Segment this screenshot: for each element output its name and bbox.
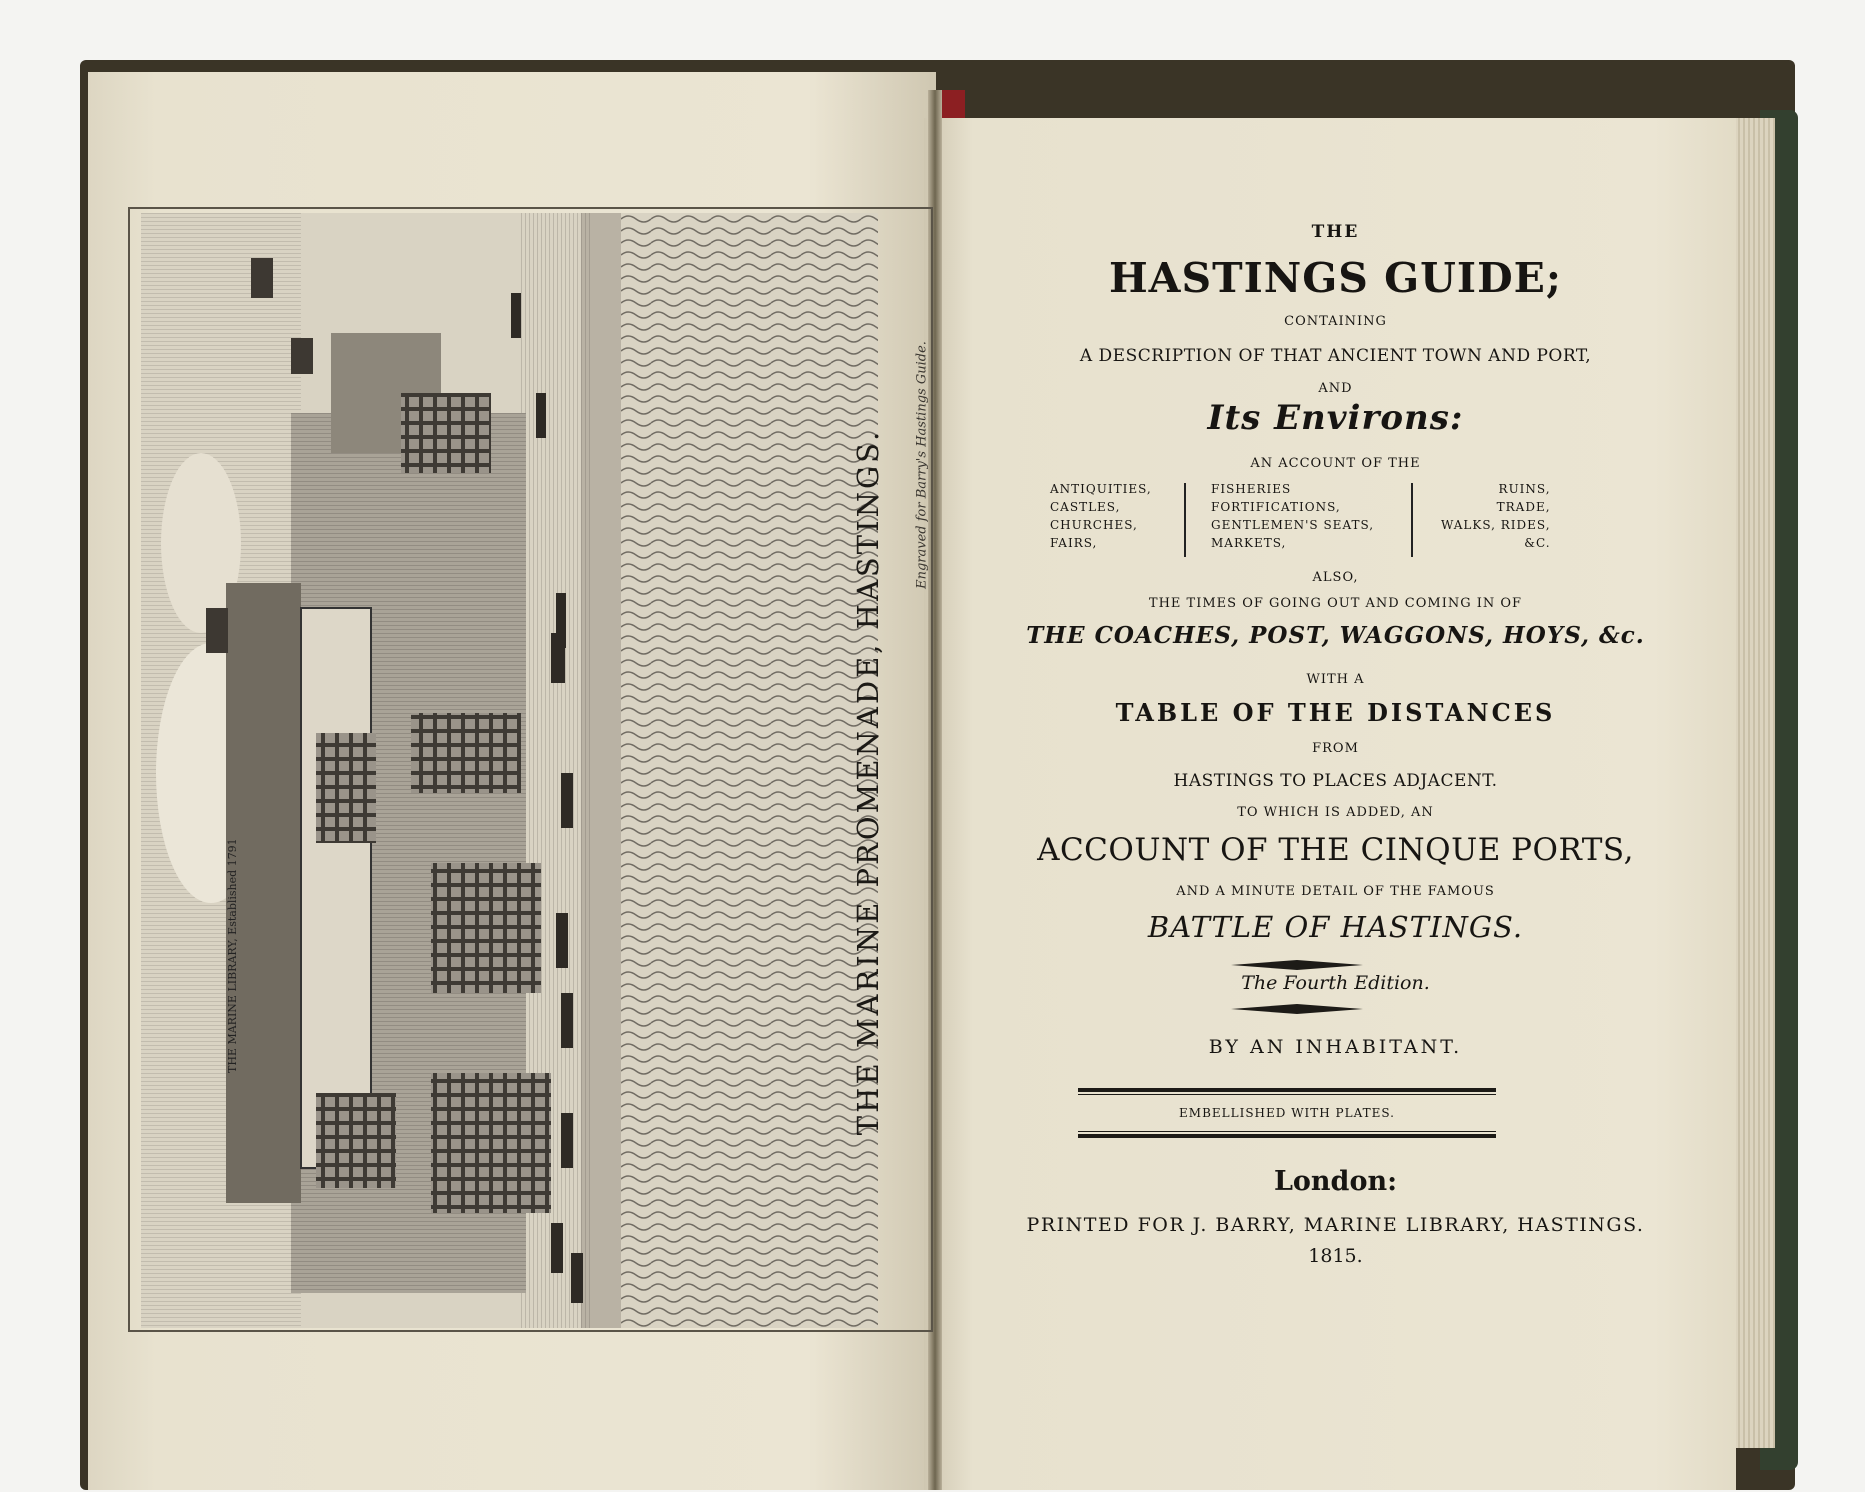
coaches-line: THE COACHES, POST, WAGGONS, HOYS, &c. bbox=[1026, 622, 1645, 649]
ornament-rule-top bbox=[1231, 959, 1363, 971]
ornament-rule-bottom bbox=[1231, 1003, 1363, 1015]
minute-detail-line: AND A MINUTE DETAIL OF THE FAMOUS bbox=[1176, 884, 1495, 899]
column-divider bbox=[1184, 483, 1186, 557]
description-line: A DESCRIPTION OF THAT ANCIENT TOWN AND PORT, bbox=[1079, 346, 1592, 366]
marine-library-sign: THE MARINE LIBRARY, Established 1791 bbox=[226, 838, 239, 1073]
with-a-line: WITH A bbox=[1306, 672, 1365, 687]
also-line: ALSO, bbox=[1312, 570, 1359, 585]
cinque-ports-line: ACCOUNT OF THE CINQUE PORTS, bbox=[1037, 832, 1634, 868]
engraving-marine-library bbox=[141, 213, 878, 1328]
contents-column-1: ANTIQUITIES, CASTLES, CHURCHES, FAIRS, bbox=[1050, 482, 1152, 550]
embellished-line: EMBELLISHED WITH PLATES. bbox=[1179, 1106, 1395, 1120]
from-line: FROM bbox=[1312, 741, 1359, 756]
environs-heading: Its Environs: bbox=[1207, 398, 1464, 438]
double-rule-top-thin bbox=[1078, 1094, 1496, 1095]
added-line: TO WHICH IS ADDED, AN bbox=[1237, 805, 1434, 820]
battle-of-hastings: BATTLE OF HASTINGS. bbox=[1147, 910, 1524, 944]
times-line: THE TIMES OF GOING OUT AND COMING IN OF bbox=[1148, 596, 1523, 611]
double-rule-top bbox=[1078, 1088, 1496, 1092]
book-title: HASTINGS GUIDE; bbox=[1108, 254, 1563, 302]
imprint-printer: PRINTED FOR J. BARRY, MARINE LIBRARY, HASTINGS. bbox=[1026, 1214, 1645, 1236]
places-line: HASTINGS TO PLACES ADJACENT. bbox=[1173, 771, 1498, 791]
engraver-note: Engraved for Barry's Hastings Guide. bbox=[914, 341, 930, 589]
containing-line: CONTAINING bbox=[1284, 314, 1387, 329]
title-the: THE bbox=[1311, 222, 1360, 242]
column-divider bbox=[1411, 483, 1413, 557]
contents-column-3: RUINS, TRADE, WALKS, RIDES, &C. bbox=[1441, 482, 1551, 550]
and-line: AND bbox=[1318, 381, 1353, 396]
imprint-year: 1815. bbox=[1308, 1245, 1363, 1267]
author-line: BY AN INHABITANT. bbox=[1208, 1036, 1463, 1058]
contents-column-2: FISHERIES FORTIFICATIONS, GENTLEMEN'S SEATS, MARKETS, bbox=[1211, 482, 1375, 550]
plate-caption: THE MARINE PROMENADE, HASTINGS. bbox=[851, 428, 885, 1136]
double-rule-bottom-thin bbox=[1078, 1131, 1496, 1132]
double-rule-bottom bbox=[1078, 1134, 1496, 1138]
imprint-city: London: bbox=[1273, 1166, 1398, 1197]
edition-line: The Fourth Edition. bbox=[1241, 972, 1430, 994]
account-of-the-line: AN ACCOUNT OF THE bbox=[1250, 456, 1421, 471]
table-of-distances: TABLE OF THE DISTANCES bbox=[1115, 698, 1556, 727]
